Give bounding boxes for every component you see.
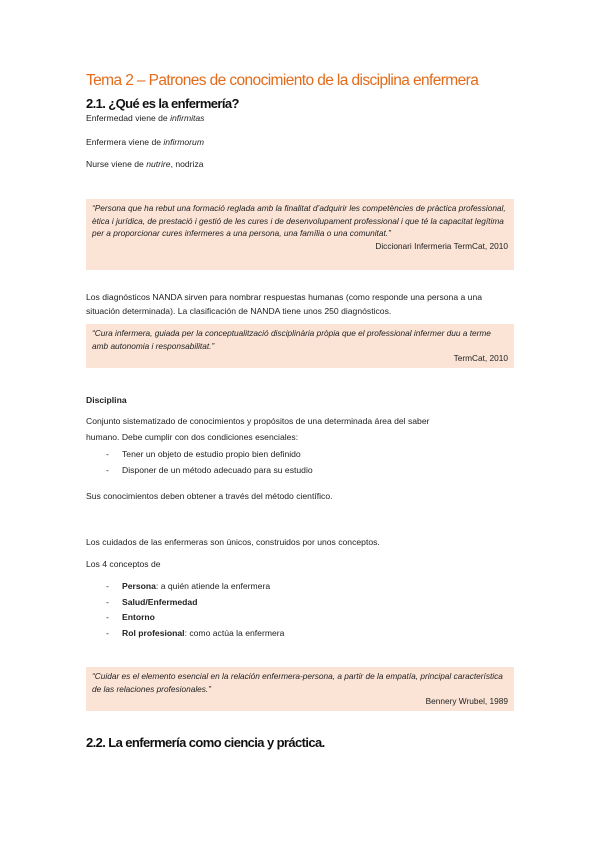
concept-name: Entorno (122, 612, 155, 622)
section-heading-2-1: 2.1. ¿Qué es la enfermería? (86, 96, 239, 111)
list-item: - Rol profesional : como actúa la enfermera (86, 626, 284, 642)
etymology-text: , nodriza (170, 159, 204, 169)
etymology-text: Nurse viene de (86, 159, 147, 169)
conceptos-intro: Los 4 conceptos de (86, 559, 161, 569)
concept-description: : como actúa la enfermera (184, 627, 285, 638)
conditions-list (86, 447, 313, 478)
quote-text: “Persona que ha rebut una formació reglada amb la finalitat d’adquirir les competències de pràctica professional, ètica i jurídica, de prestació i gestió de les cures i de desenvolupament professional i que té la capacitat legítima per a proporcionar cures infermeres a una persona, una família o una comunitat.” (92, 203, 506, 239)
disciplina-heading: Disciplina (86, 395, 127, 405)
quote-source: TermCat, 2010 (453, 353, 508, 364)
list-item-text: Tener un objeto de estudio propio bien definido (122, 449, 301, 459)
list-item: - Disponer de un método adecuado para su estudio (86, 463, 313, 479)
section-heading-2-2: 2.2. La enfermería como ciencia y práctica. (86, 735, 325, 750)
nanda-paragraph: Los diagnósticos NANDA sirven para nombrar respuestas humanas (como responde una persona a una situación determinada). La clasificación de NANDA tiene unos 250 diagnósticos. (86, 292, 483, 316)
etymology-term: nutrire (146, 159, 171, 169)
quote-block-termcat-definition (86, 199, 514, 270)
list-item: - Salud/Enfermedad (86, 595, 284, 611)
quote-block-wrubel (86, 667, 514, 711)
quote-block-termcat-cura (86, 324, 514, 368)
conceptos-list (86, 579, 284, 641)
etymology-text: Enfermedad viene de (86, 113, 171, 123)
etymology-text: Enfermera viene de (86, 137, 164, 147)
list-item: - Entorno (86, 610, 284, 626)
cuidados-paragraph: Los cuidados de las enfermeras son únicos, construidos por unos conceptos. (86, 537, 380, 547)
quote-source: Bennery Wrubel, 1989 (425, 696, 508, 707)
concept-name: Persona (122, 581, 156, 591)
quote-text: “Cuidar es el elemento esencial en la relación enfermera-persona, a partir de la empatía, principal característica de las relaciones profesionales.” (92, 671, 503, 694)
disciplina-definition: humano. Debe cumplir con dos condiciones esenciales: (86, 432, 299, 442)
disciplina-definition: Conjunto sistematizado de conocimientos y propósitos de una determinada área del saber (86, 416, 430, 426)
etymology-line (86, 157, 204, 171)
concept-name: Salud/Enfermedad (122, 596, 198, 607)
list-item: - Persona : a quién atiende la enfermera (86, 579, 284, 595)
list-item-text: Disponer de un método adecuado para su estudio (122, 464, 313, 475)
concept-description: : a quién atiende la enfermera (155, 581, 271, 591)
concept-name: Rol profesional (122, 627, 185, 638)
list-item: - Tener un objeto de estudio propio bien definido (86, 447, 313, 463)
quote-text: “Cura infermera, guiada per la conceptualització disciplinària pròpia que el professional infermer duu a terme amb autonomia i responsabilitat.” (92, 328, 491, 351)
document-title: Tema 2 – Patrones de conocimiento de la disciplina enfermera (86, 72, 479, 89)
method-paragraph: Sus conocimientos deben obtener a través del método científico. (86, 491, 333, 501)
etymology-term: infirmitas (170, 113, 205, 123)
etymology-term: infirmorum (163, 137, 204, 147)
quote-source: Diccionari Infermeria TermCat, 2010 (375, 240, 508, 251)
etymology-line (86, 111, 204, 125)
etymology-line (86, 135, 204, 149)
